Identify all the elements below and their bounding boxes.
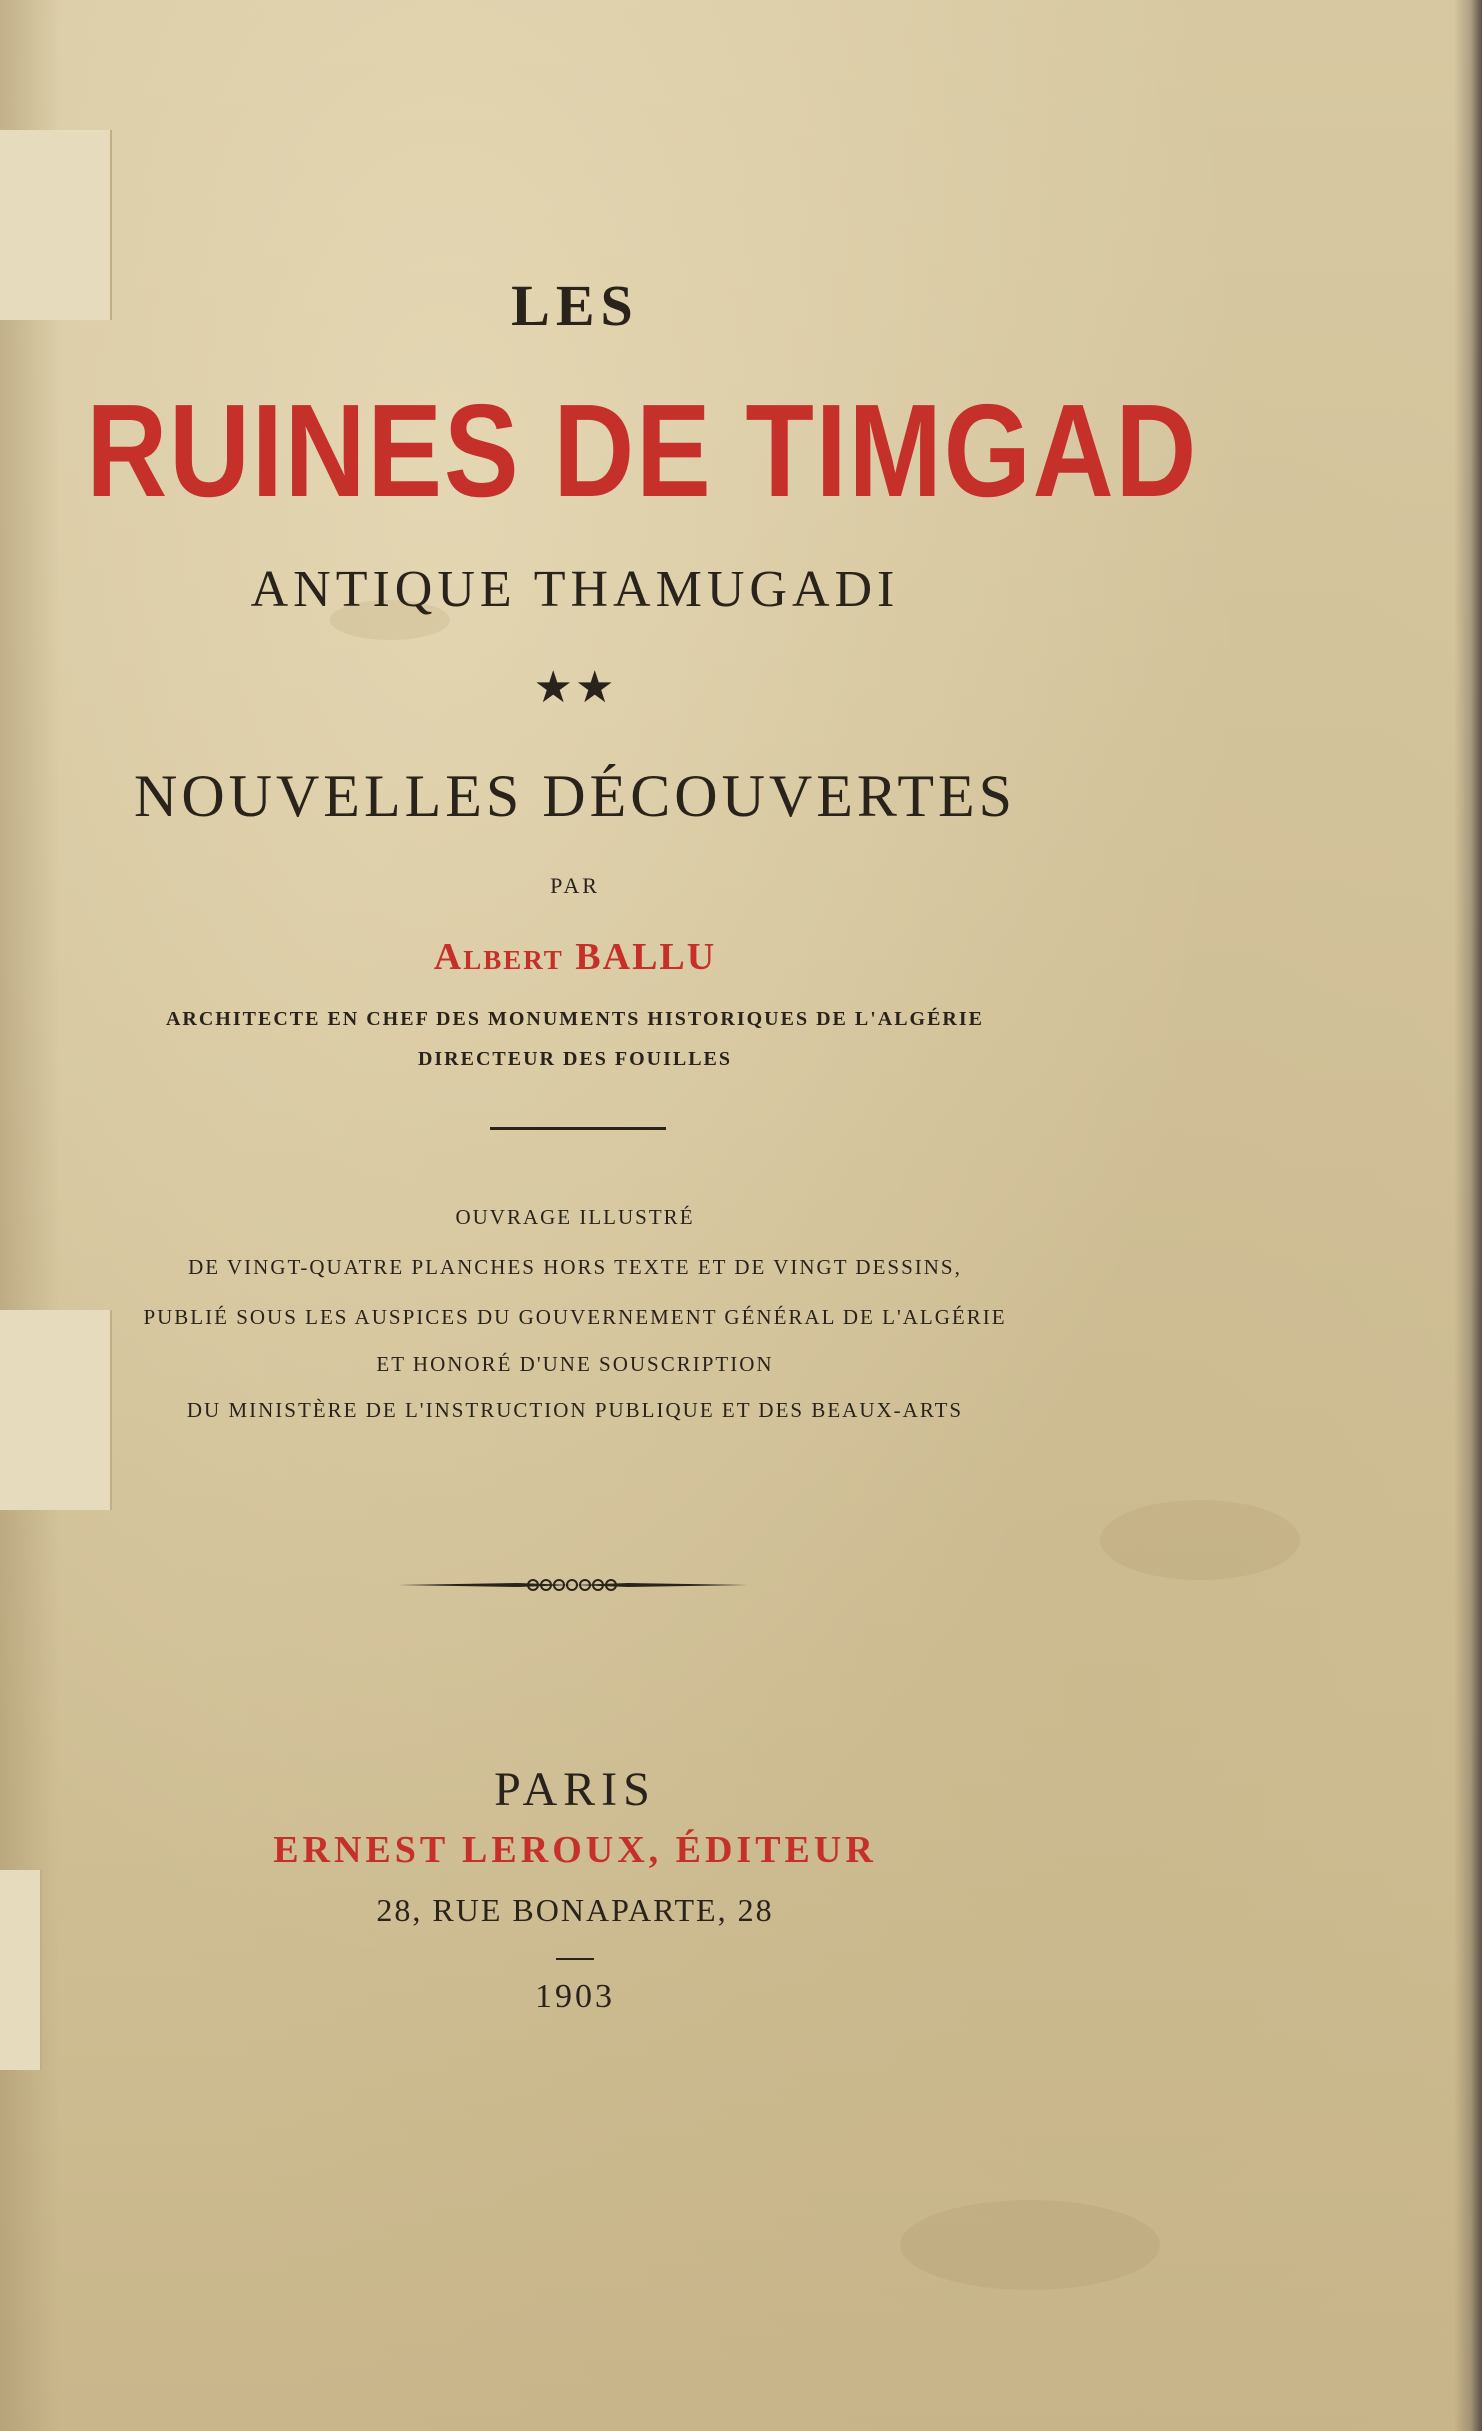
author-name: Albert BALLU xyxy=(433,936,717,978)
author-role-2: DIRECTEUR DES FOUILLES xyxy=(417,1048,733,1070)
year-dash xyxy=(556,1958,594,1960)
main-title: RUINES DE TIMGAD xyxy=(86,377,1199,524)
subtitle: ANTIQUE THAMUGADI xyxy=(250,561,900,618)
description-line: OUVRAGE ILLUSTRÉ xyxy=(455,1205,695,1229)
description-line: DE VINGT-QUATRE PLANCHES HORS TEXTE ET DE VINGT DESSINS, xyxy=(188,1255,962,1279)
ornament-divider xyxy=(398,1570,748,1600)
publisher-city: PARIS xyxy=(494,1763,656,1816)
publication-year: 1903 xyxy=(535,1978,615,2015)
section-title: NOUVELLES DÉCOUVERTES xyxy=(133,763,1017,829)
paper-stain xyxy=(1100,1500,1300,1580)
author-role-1: ARCHITECTE EN CHEF DES MONUMENTS HISTORIQUES DE L'ALGÉRIE xyxy=(165,1008,985,1030)
publisher-address: 28, RUE BONAPARTE, 28 xyxy=(376,1892,774,1928)
page-edge xyxy=(1454,0,1482,2431)
paper-stain xyxy=(900,2200,1160,2290)
description-line: ET HONORÉ D'UNE SOUSCRIPTION xyxy=(376,1352,774,1376)
volume-stars: ★★ xyxy=(533,663,617,712)
separator-rule xyxy=(490,1127,666,1130)
description-line: PUBLIÉ SOUS LES AUSPICES DU GOUVERNEMENT GÉNÉRAL DE L'ALGÉRIE xyxy=(143,1305,1007,1329)
description-line: DU MINISTÈRE DE L'INSTRUCTION PUBLIQUE ET DES BEAUX-ARTS xyxy=(186,1398,964,1422)
by-label: PAR xyxy=(550,873,600,898)
title-les: LES xyxy=(511,273,639,338)
publisher-name: ERNEST LEROUX, ÉDITEUR xyxy=(273,1829,877,1871)
